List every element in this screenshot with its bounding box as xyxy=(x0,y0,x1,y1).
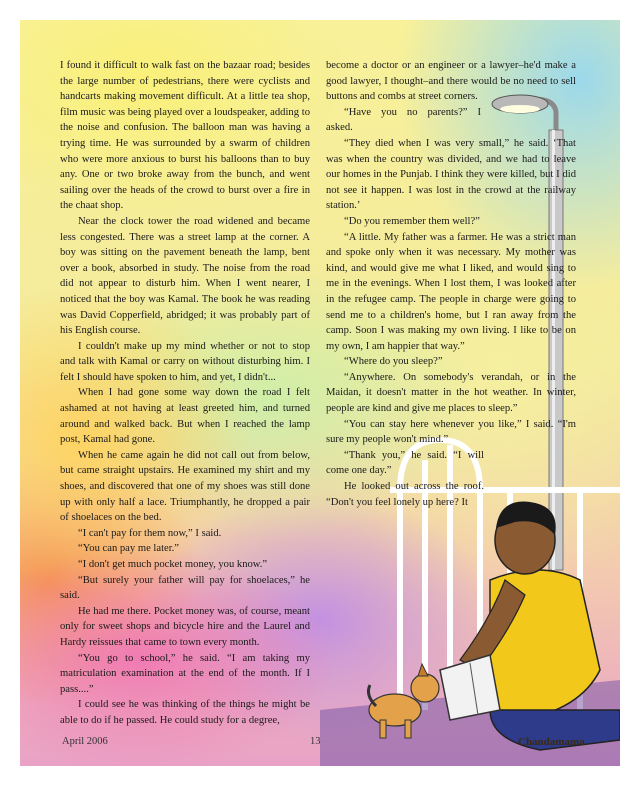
paragraph: I couldn't make up my mind whether or not to stop and talk with Kamal or carry on without disturbing him. I felt I should have spoken to him, and yet, I didn't... xyxy=(60,340,310,383)
paragraph: When he came again he did not call out from below, but came straight upstairs. He examined my shirt and my shoes, and discovered that one of my shoes was still done up with only half a lace. Triumphantly, he dropped a pair of shoelaces on the bed. xyxy=(60,449,310,524)
paragraph: “Have you no parents?” I asked. xyxy=(326,106,481,134)
paragraph: “You go to school,” he said. “I am taking my matriculation examination at the end of the month. If I pass....” xyxy=(60,652,310,695)
paragraph: “I don't get much pocket money, you know.” xyxy=(78,559,268,570)
paragraph: He looked out across the roof. “Don't you feel lonely up here? It xyxy=(326,481,484,508)
paragraph: “Do you remember them well?” xyxy=(344,215,480,227)
paragraph: “You can stay here whenever you like,” I said. “I'm sure my people won't mind.” xyxy=(326,418,576,446)
paragraph: Near the clock tower the road widened and became less congested. There was a street lamp at the corner. A boy was sitting on the pavement beneath the lamp, bent over a book, absorbed in study. The noise from the road did not appear to disturb him. When I went nearer, I noticed that the boy was Kamal. The book he was reading was David Copperfield, abridged; it was probably part of his English course. xyxy=(60,215,310,337)
paragraph: “Anywhere. On somebody's verandah, or in the Maidan, it doesn't matter in the hot weather. In winter, people are kind and give me places to sleep.” xyxy=(326,371,576,415)
page-number: 13 xyxy=(310,736,321,747)
paragraph: I could see he was thinking of the things he might be able to do if he passed. He could study for a degree, xyxy=(60,699,310,726)
text-column-right xyxy=(326,58,576,510)
paragraph: “A little. My father was a farmer. He was a strict man and spoke only when it was necessary. My mother was kind, and would give me what I liked, and would sing to me in the evenings. When I lost them, I was looked after in the refugee camp. The people in charge were going to send me to a children's home, but I ran away from the camp. Soon I was making my own living. I like to be on my own, I am happier that way.” xyxy=(326,231,576,352)
paragraph: become a doctor or an engineer or a lawyer–he'd make a good lawyer, I thought–and there would be no need to sell buttons and combs at street corners. xyxy=(326,60,576,103)
paragraph: “But surely your father will pay for shoelaces,” he said. xyxy=(60,574,310,602)
paragraph: He had me there. Pocket money was, of course, meant only for sweet shops and bicycle hire and the Laurel and Hardy reissues that came to town every month. xyxy=(60,605,310,648)
boy-reading xyxy=(440,502,620,750)
magazine-page xyxy=(20,20,620,766)
paragraph: “I can't pay for them now,” I said. xyxy=(78,527,222,539)
paragraph: “They died when I was very small,” he said. ‘That was when the country was divided, and we had to leave our homes in the Punjab. I think they were killed, but I did not see it happen. I was lost in the crowd at the railway station.’ xyxy=(326,137,576,212)
paragraph: “You can pay me later.” xyxy=(78,543,180,555)
paragraph: When I had gone some way down the road I felt ashamed at not having at least greeted him, and turned around and walked back. But when I reached the lamp post, Kamal had gone. xyxy=(60,387,310,446)
issue-date: April 2006 xyxy=(62,736,108,747)
paragraph: “Thank you,” he said. “I will come one day.” xyxy=(326,449,484,477)
paragraph: I found it difficult to walk fast on the bazaar road; besides the large number of pedestrians, there were cyclists and handcarts making movement difficult. At a little tea shop, film music was being played over a loudspeaker, adding to the noise and confusion. The balloon man was having a trying time. He was surrounded by a swarm of children who were more anxious to burst his balloons than to buy any. One or two broke away from the bunch, and went sailing over the heads of the crowd to burst over a fire in the chaat shop. xyxy=(60,60,310,212)
magazine-name: Chandamama xyxy=(518,736,585,748)
text-column-left xyxy=(60,58,310,729)
paragraph: “Where do you sleep?” xyxy=(344,356,443,368)
